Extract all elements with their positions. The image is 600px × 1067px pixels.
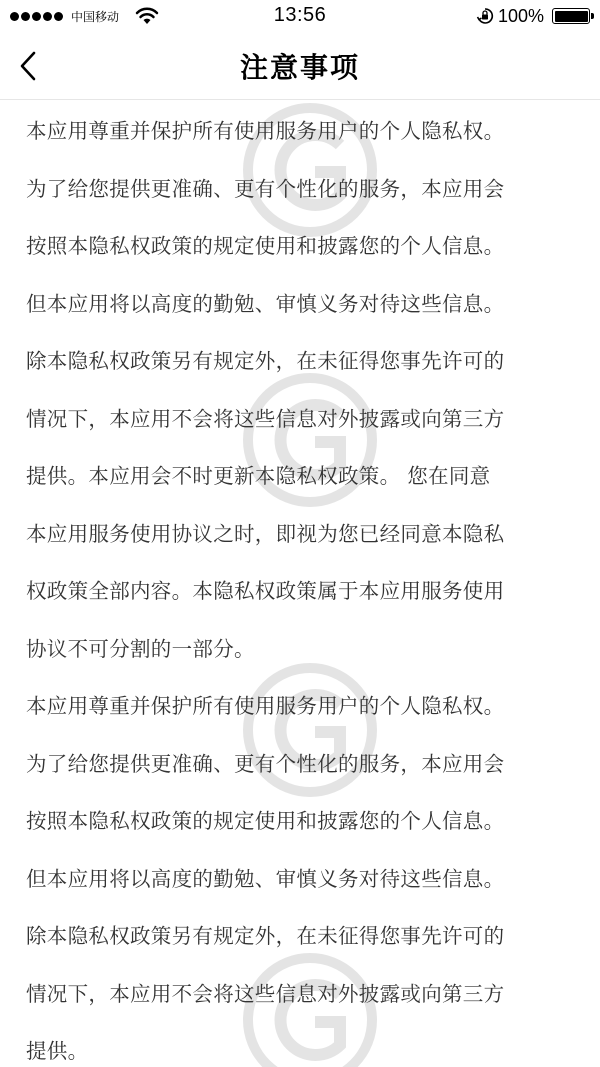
text-line: 本应用尊重并保护所有使用服务用户的个人隐私权。 [26,119,505,143]
text-line: 为了给您提供更准确、更有个性化的服务，本应用会 [26,176,505,201]
notice-content[interactable] [0,100,600,1067]
text-line: 提供。本应用会不时更新本隐私权政策。 您在同意 [26,464,491,488]
text-line: 按照本隐私权政策的规定使用和披露您的个人信息。 [26,809,505,833]
status-bar [0,0,600,32]
text-line: 除本隐私权政策另有规定外，在未征得您事先许可的 [26,349,505,373]
text-line: 情况下，本应用不会将这些信息对外披露或向第三方 [26,981,505,1006]
page-title: 注意事项 [239,50,360,84]
status-time: 13:56 [273,4,327,26]
chevron-left-icon [17,50,39,82]
text-line: 但本应用将以高度的勤勉、审慎义务对待这些信息。 [26,291,505,316]
battery-level [555,11,588,22]
text-line: 提供。 [26,1039,89,1063]
text-line: 本应用服务使用协议之时，即视为您已经同意本隐私 [26,521,505,546]
text-line: 协议不可分割的一部分。 [26,636,255,661]
text-line: 除本隐私权政策另有规定外，在未征得您事先许可的 [26,924,505,948]
text-line: 权政策全部内容。本隐私权政策属于本应用服务使用 [26,579,505,603]
text-line: 情况下，本应用不会将这些信息对外披露或向第三方 [26,406,505,431]
text-line: 按照本隐私权政策的规定使用和披露您的个人信息。 [26,234,505,258]
carrier-name: 中国移动 [71,9,120,24]
nav-header [0,32,600,100]
battery-percent: 100% [497,5,544,26]
back-button[interactable] [10,46,46,86]
text-line: 本应用尊重并保护所有使用服务用户的个人隐私权。 [26,694,505,718]
battery-icon [552,8,590,24]
text-line: 为了给您提供更准确、更有个性化的服务，本应用会 [26,751,505,776]
text-line: 但本应用将以高度的勤勉、审慎义务对待这些信息。 [26,866,505,891]
